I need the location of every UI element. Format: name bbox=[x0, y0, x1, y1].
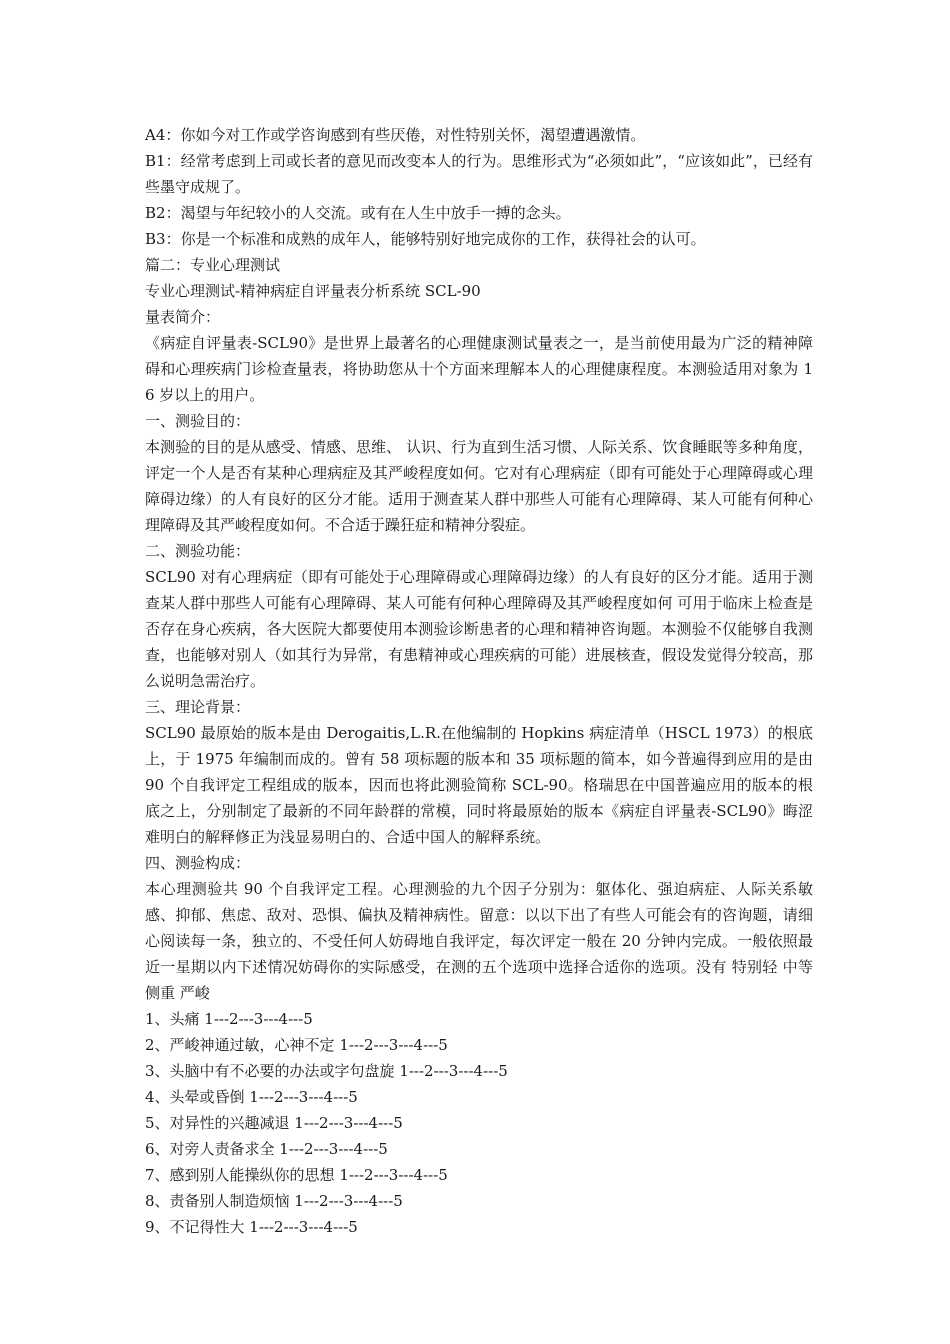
subheading-background: 三、理论背景： bbox=[145, 698, 251, 716]
document-page bbox=[145, 122, 813, 1240]
document-title: 专业心理测试-精神病症自评量表分析系统 SCL-90 bbox=[145, 282, 481, 300]
list-item: 6、对旁人责备求全 1---2---3---4---5 bbox=[145, 1140, 388, 1158]
list-item: 5、对异性的兴趣减退 1---2---3---4---5 bbox=[145, 1114, 403, 1132]
paragraph-b2: B2：渴望与年纪较小的人交流。或有在人生中放手一搏的念头。 bbox=[145, 204, 571, 222]
subheading-intro: 量表简介： bbox=[145, 308, 221, 326]
list-item: 1、头痛 1---2---3---4---5 bbox=[145, 1010, 313, 1028]
subheading-composition: 四、测验构成： bbox=[145, 854, 251, 872]
paragraph-b3: B3：你是一个标准和成熟的成年人，能够特别好地完成你的工作，获得社会的认可。 bbox=[145, 230, 706, 248]
list-item: 2、严峻神通过敏，心神不定 1---2---3---4---5 bbox=[145, 1036, 448, 1054]
paragraph-purpose: 本测验的目的是从感受、情感、思维、 认识、行为直到生活习惯、人际关系、饮食睡眠等多种角度，评定一个人是否有某种心理病症及其严峻程度如何。它对有心理病症（即有可能处于心理障碍或心理障碍边缘）的人有良好的区分才能。适用于测查某人群中那些人可能有心理障碍、某人可能有何种心理障碍及其严峻程度如何。不合适于躁狂症和精神分裂症。 bbox=[145, 438, 813, 534]
list-item: 7、感到别人能操纵你的思想 1---2---3---4---5 bbox=[145, 1166, 448, 1184]
list-item: 4、头晕或昏倒 1---2---3---4---5 bbox=[145, 1088, 358, 1106]
subheading-function: 二、测验功能： bbox=[145, 542, 251, 560]
list-item: 9、不记得性大 1---2---3---4---5 bbox=[145, 1218, 358, 1236]
paragraph-background: SCL90 最原始的版本是由 Derogaitis,L.R.在他编制的 Hopkins 病症清单（HSCL 1973）的根底上，于 1975 年编制而成的。曾有 58 项标题的版本和 35 项标题的简本，如今普遍得到应用的是由 90 个自我评定工程组成的版本，因而也将此测验简称 SCL-90。格瑞思在中国普遍应用的版本的根底之上，分别制定了最新的不同年龄群的常模，同时将最原始的版本《病症自评量表-SCL90》晦涩难明白的解释修正为浅显易明白的、合适中国人的解释系统。 bbox=[145, 724, 813, 846]
paragraph-intro: 《病症自评量表-SCL90》是世界上最著名的心理健康测试量表之一，是当前使用最为广泛的精神障碍和心理疾病门诊检查量表，将协助您从十个方面来理解本人的心理健康程度。本测验适用对象为 16 岁以上的用户。 bbox=[145, 334, 813, 404]
list-item: 3、头脑中有不必要的办法或字句盘旋 1---2---3---4---5 bbox=[145, 1062, 508, 1080]
paragraph-b1: B1：经常考虑到上司或长者的意见而改变本人的行为。思维形式为“必须如此”，“应该如此”，已经有些墨守成规了。 bbox=[145, 152, 813, 196]
subheading-purpose: 一、测验目的： bbox=[145, 412, 251, 430]
paragraph-a4: A4：你如今对工作或学咨询感到有些厌倦，对性特别关怀，渴望遭遇激情。 bbox=[145, 126, 646, 144]
section-heading: 篇二：专业心理测试 bbox=[145, 256, 281, 274]
list-item: 8、责备别人制造烦恼 1---2---3---4---5 bbox=[145, 1192, 403, 1210]
paragraph-function: SCL90 对有心理病症（即有可能处于心理障碍或心理障碍边缘）的人有良好的区分才能。适用于测查某人群中那些人可能有心理障碍、某人可能有何种心理障碍及其严峻程度如何 可用于临床上检查是否存在身心疾病，各大医院大都要使用本测验诊断患者的心理和精神咨询题。本测验不仅能够自我测查，也能够对别人（如其行为异常，有患精神或心理疾病的可能）进展核查，假设发觉得分较高，那么说明急需治疗。 bbox=[145, 568, 813, 690]
paragraph-composition: 本心理测验共 90 个自我评定工程。心理测验的九个因子分别为：躯体化、强迫病症、人际关系敏感、抑郁、焦虑、敌对、恐惧、偏执及精神病性。留意：以以下出了有些人可能会有的咨询题，请细心阅读每一条，独立的、不受任何人妨碍地自我评定，每次评定一般在 20 分钟内完成。一般依照最近一星期以内下述情况妨碍你的实际感受，在测的五个选项中选择合适你的选项。没有 特别轻 中等 侧重 严峻 bbox=[145, 880, 813, 1002]
